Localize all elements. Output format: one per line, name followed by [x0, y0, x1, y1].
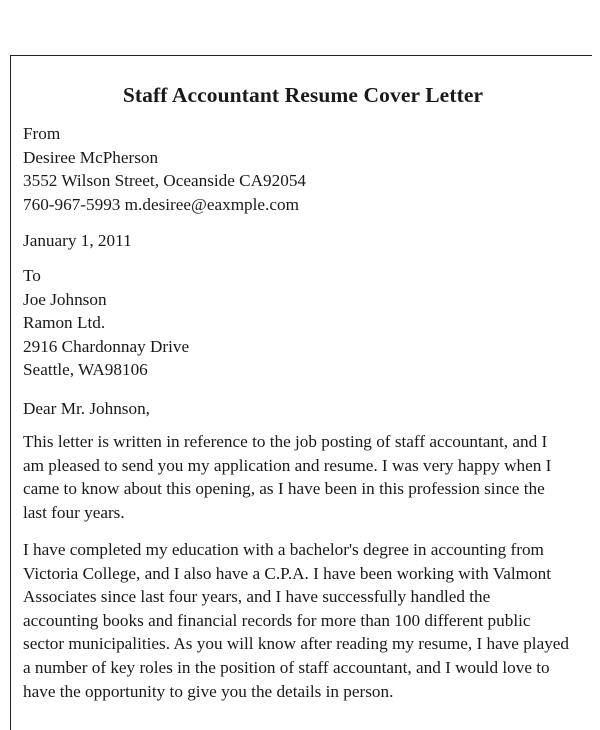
paragraph-line: have the opportunity to give you the details in person.: [23, 681, 394, 701]
paragraph-line: am pleased to send you my application and resume. I was very happy when I: [23, 455, 552, 475]
paragraph-1: [23, 430, 551, 524]
letter-date: January 1, 2011: [23, 231, 132, 250]
sender-label: From: [23, 124, 61, 143]
recipient-street: 2916 Chardonnay Drive: [23, 336, 190, 356]
paragraph-line: accounting books and financial records for more than 100 different public: [23, 610, 531, 630]
paragraph-line: Associates since last four years, and I have successfully handled the: [23, 587, 491, 607]
paragraph-line: came to know about this opening, as I have been in this profession since the: [23, 479, 545, 499]
salutation: Dear Mr. Johnson,: [23, 399, 150, 418]
recipient-block: [23, 264, 189, 382]
paragraph-line: sector municipalities. As you will know after reading my resume, I have played: [23, 634, 570, 654]
sender-block: [23, 122, 306, 216]
sender-contact: 760-967-5993 m.desiree@eaxmple.com: [23, 194, 299, 214]
recipient-label: To: [23, 266, 41, 285]
paragraph-line: last four years.: [23, 502, 125, 522]
recipient-city: Seattle, WA98106: [23, 360, 148, 380]
paragraph-line: I have completed my education with a bachelor's degree in accounting from: [23, 540, 544, 559]
salutation-block: [23, 397, 150, 421]
paragraph-line: This letter is written in reference to the job posting of staff accountant, and I: [23, 432, 548, 451]
recipient-company: Ramon Ltd.: [23, 313, 106, 333]
letter-title: Staff Accountant Resume Cover Letter: [122, 83, 484, 107]
sender-address: 3552 Wilson Street, Oceanside CA92054: [23, 171, 307, 191]
paragraph-2: [23, 538, 569, 703]
letter-date-block: [23, 229, 132, 253]
paragraph-line: a number of key roles in the position of staff accountant, and I would love to: [23, 657, 550, 677]
sender-name: Desiree McPherson: [23, 147, 159, 167]
paragraph-line: Victoria College, and I also have a C.P.A. I have been working with Valmont: [23, 563, 551, 583]
recipient-name: Joe Johnson: [23, 289, 107, 309]
